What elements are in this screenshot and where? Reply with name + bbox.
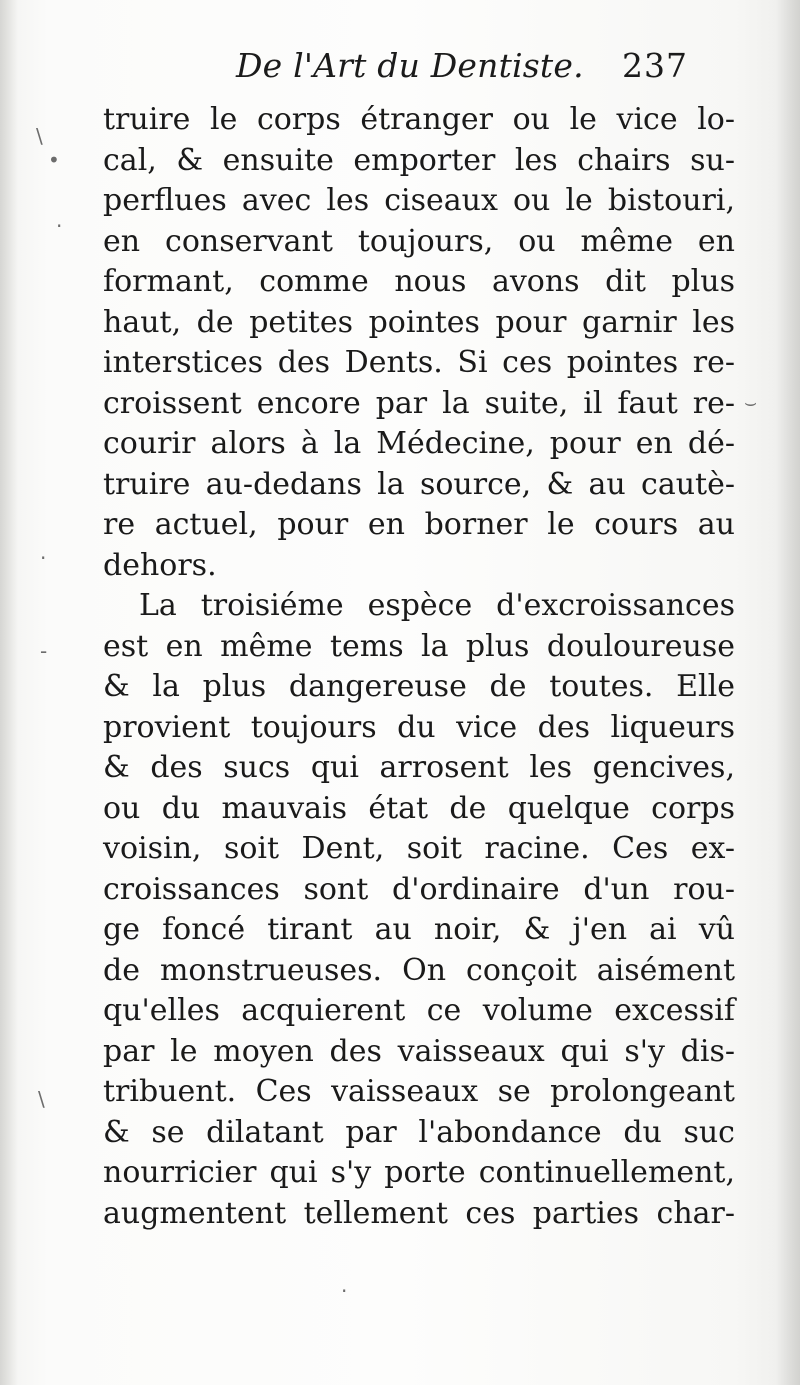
margin-speck: · bbox=[56, 214, 63, 238]
page-header bbox=[236, 44, 736, 94]
margin-speck: • bbox=[48, 148, 60, 172]
text-line: croissances sont d'ordinaire d'un rou- bbox=[103, 871, 735, 907]
text-line: & des sucs qui arrosent les gencives, bbox=[103, 750, 735, 785]
margin-speck: ⌣ bbox=[744, 390, 758, 414]
text-line: truire le corps étranger ou le vice lo- bbox=[103, 102, 735, 137]
main-text bbox=[103, 100, 735, 1234]
text-line: formant, comme nous avons dit plus bbox=[103, 264, 735, 299]
text-line: ou du mauvais état de quelque corps bbox=[103, 790, 735, 826]
text-line: haut, de petites pointes pour garnir les bbox=[103, 304, 735, 340]
text-line: interstices des Dents. Si ces pointes re- bbox=[103, 345, 735, 380]
text-line: provient toujours du vice des liqueurs bbox=[103, 709, 735, 745]
margin-speck: · bbox=[40, 546, 47, 570]
running-title: De l'Art du Dentiste. bbox=[236, 46, 584, 85]
text-line: nourricier qui s'y porte continuellement, bbox=[103, 1155, 735, 1190]
text-line: La troisiéme espèce d'excroissances bbox=[139, 588, 735, 623]
text-line: par le moyen des vaisseaux qui s'y dis- bbox=[103, 1033, 735, 1069]
text-line: cal, & ensuite emporter les chairs su- bbox=[103, 142, 735, 178]
margin-speck: \ bbox=[36, 124, 43, 148]
margin-speck: - bbox=[40, 639, 48, 663]
text-line: re actuel, pour en borner le cours au bbox=[103, 507, 735, 542]
text-line: de monstrueuses. On conçoit aisément bbox=[103, 952, 735, 988]
margin-speck: \ bbox=[38, 1087, 45, 1111]
page-number: 237 bbox=[622, 46, 688, 85]
page-edge-shadow bbox=[776, 0, 800, 1385]
text-line: courir alors à la Médecine, pour en dé- bbox=[103, 426, 735, 461]
paragraph-1 bbox=[103, 100, 735, 586]
text-line: voisin, soit Dent, soit racine. Ces ex- bbox=[103, 831, 735, 866]
text-line: augmentent tellement ces parties char- bbox=[103, 1195, 735, 1231]
text-line: croissent encore par la suite, il faut re- bbox=[103, 385, 735, 421]
text-line: dehors. bbox=[103, 547, 217, 583]
text-line: perflues avec les ciseaux ou le bistouri, bbox=[103, 183, 735, 218]
text-line: & la plus dangereuse de toutes. Elle bbox=[103, 669, 735, 704]
paragraph-2 bbox=[103, 586, 735, 1234]
text-line: est en même tems la plus douloureuse bbox=[103, 628, 735, 664]
text-line: en conservant toujours, ou même en bbox=[103, 223, 735, 259]
text-line: tribuent. Ces vaisseaux se prolongeant bbox=[103, 1074, 735, 1109]
text-line: qu'elles acquierent ce volume excessif bbox=[103, 993, 735, 1028]
margin-speck: · bbox=[341, 1279, 348, 1303]
text-line: & se dilatant par l'abondance du suc bbox=[103, 1114, 735, 1150]
page-gutter-shadow bbox=[0, 0, 18, 1385]
text-line: ge foncé tirant au noir, & j'en ai vû bbox=[103, 912, 735, 947]
text-line: truire au-dedans la source, & au cautè- bbox=[103, 466, 735, 502]
